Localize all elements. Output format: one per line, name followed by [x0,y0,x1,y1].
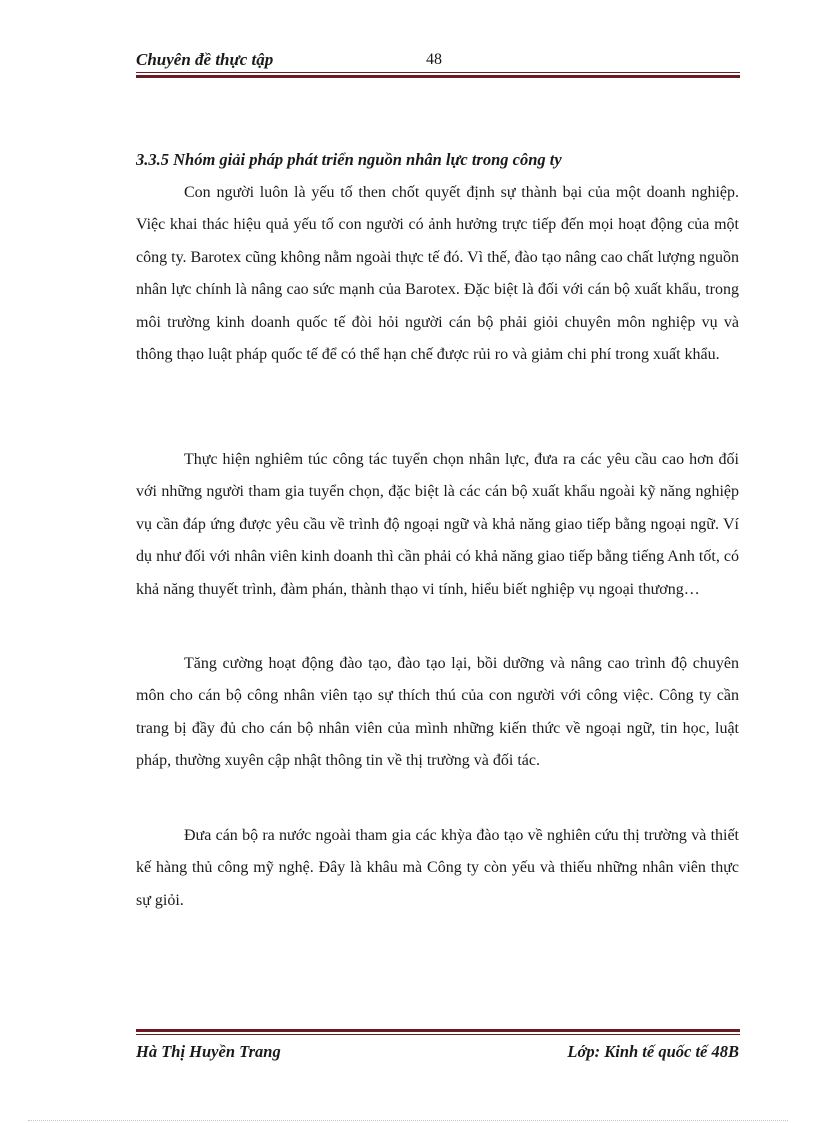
paragraph-1: Con người luôn là yếu tố then chốt quyết định sự thành bại của một doanh nghiệp. Việc khai thác hiệu quả yếu tố con người có ảnh hưởng trực tiếp đến mọi hoạt động của một công ty. Barotex cũng không nằm ngoài thực tế đó. Vì thế, đào tạo nâng cao chất lượng nguồn nhân lực chính là nâng cao sức mạnh của Barotex. Đặc biệt là đối với cán bộ xuất khẩu, trong môi trường kinh doanh quốc tế đòi hỏi người cán bộ phải giỏi chuyên môn nghiệp vụ và thông thạo luật pháp quốc tế để có thể hạn chế được rủi ro và giảm chi phí trong xuất khẩu. [136,184,739,364]
paragraph-4: Đưa cán bộ ra nước ngoài tham gia các khỳa đào tạo về nghiên cứu thị trường và thiết kế hàng thủ công mỹ nghệ. Đây là khâu mà Công ty còn yếu và thiếu những nhân viên thực sự giỏi. [136,827,739,909]
section-heading: 3.3.5 Nhóm giải pháp phát triển nguồn nhân lực trong công ty [136,150,562,169]
page-edge-divider [28,1120,788,1121]
header-rule-thin [136,72,740,73]
header-rule-thick [136,75,740,78]
footer-rule-thick [136,1029,740,1032]
paragraph-2: Thực hiện nghiêm túc công tác tuyển chọn nhân lực, đưa ra các yêu cầu cao hơn đối với những người tham gia tuyển chọn, đặc biệt là các cán bộ xuất khẩu ngoài kỹ năng nghiệp vụ cần đáp ứng được yêu cầu về trình độ ngoại ngữ và khả năng giao tiếp bằng ngoại ngữ. Ví dụ như đối với nhân viên kinh doanh thì cần phải có khả năng giao tiếp bằng tiếng Anh tốt, có khả năng thuyết trình, đàm phán, thành thạo vi tính, hiểu biết nghiệp vụ ngoại thương… [136,451,739,598]
page-number: 48 [426,51,442,68]
header-title: Chuyên đề thực tập [136,50,274,69]
footer-rule-thin [136,1034,740,1035]
footer-author: Hà Thị Huyền Trang [136,1042,281,1061]
paragraph-3: Tăng cường hoạt động đào tạo, đào tạo lại, bồi dưỡng và nâng cao trình độ chuyên môn cho cán bộ công nhân viên tạo sự thích thú của con người với công việc. Công ty cần trang bị đầy đủ cho cán bộ nhân viên của mình những kiến thức về ngoại ngữ, tin học, luật pháp, thường xuyên cập nhật thông tin về thị trường và đối tác. [136,655,739,770]
footer-class: Lớp: Kinh tế quốc tế 48B [567,1042,739,1061]
